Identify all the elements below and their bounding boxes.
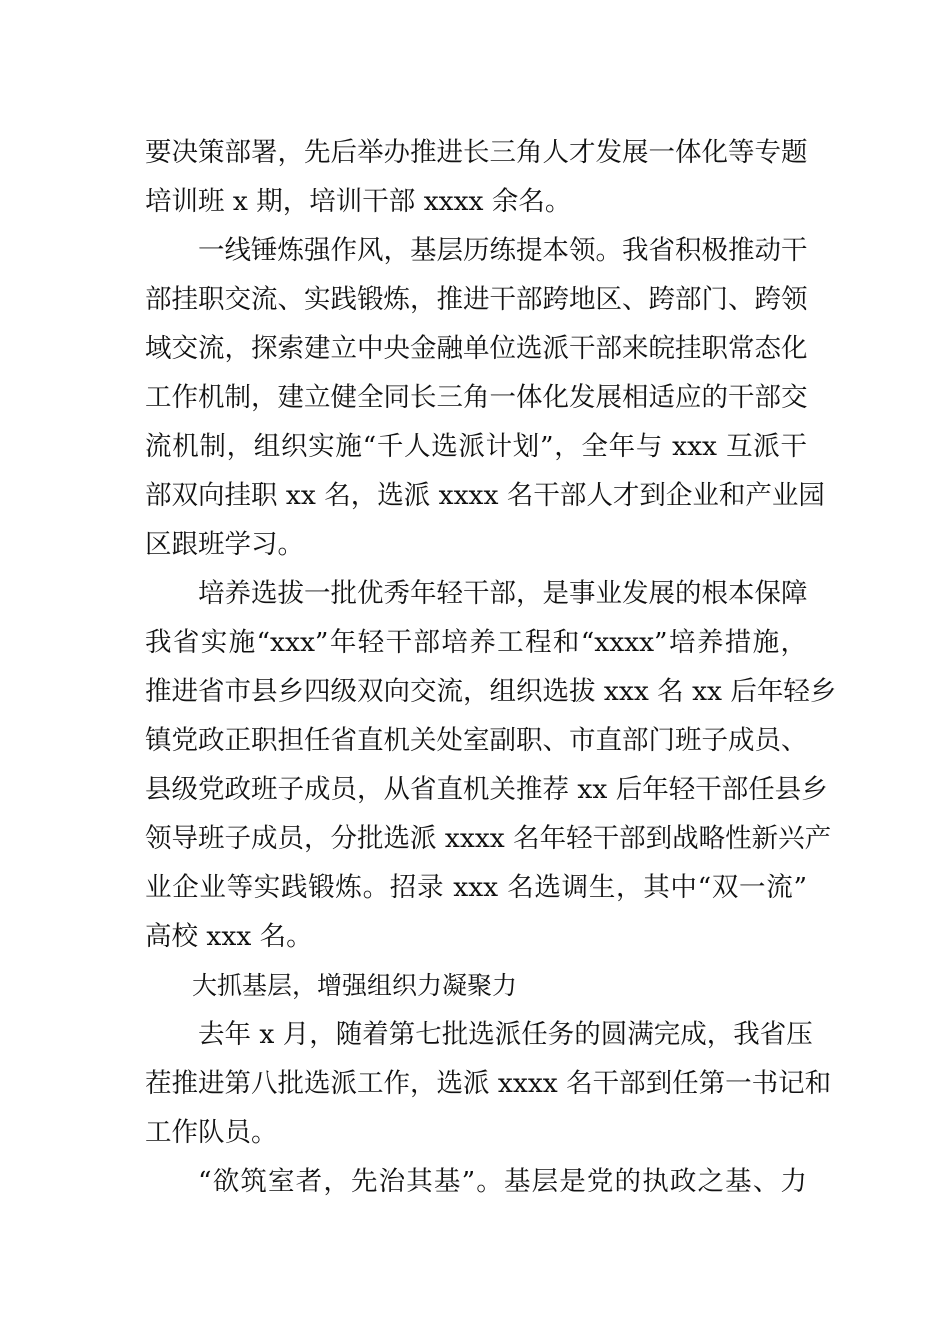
- text-line: 培训班 x 期，培训干部 xxxx 余名。: [145, 186, 572, 217]
- text-line: 部双向挂职 xx 名，选派 xxxx 名干部人才到企业和产业园: [145, 480, 825, 511]
- text-line: 镇党政正职担任省直机关处室副职、市直部门班子成员、: [145, 725, 808, 756]
- text-line: 业企业等实践锻炼。招录 xxx 名选调生，其中“双一流”: [145, 872, 807, 903]
- paragraph: [145, 1157, 807, 1206]
- paragraph: [145, 128, 807, 226]
- paragraph: [145, 1010, 832, 1157]
- heading-text: 大抓基层，增强组织力凝聚力: [192, 971, 518, 1000]
- text-line: 域交流，探索建立中央金融单位选派干部来皖挂职常态化: [145, 333, 808, 364]
- text-line: 领导班子成员，分批选派 xxxx 名年轻干部到战略性新兴产: [145, 823, 832, 854]
- text-line: 高校 xxx 名。: [145, 921, 313, 952]
- text-line: 部挂职交流、实践锻炼，推进干部跨地区、跨部门、跨领: [145, 284, 808, 315]
- text-line: 培养选拔一批优秀年轻干部，是事业发展的根本保障: [198, 578, 808, 609]
- text-line: 推进省市县乡四级双向交流，组织选拔 xxx 名 xx 后年轻乡: [145, 676, 837, 707]
- text-line: “欲筑室者，先治其基”。基层是党的执政之基、力: [198, 1166, 807, 1197]
- text-line: 工作队员。: [145, 1117, 278, 1148]
- text-line: 要决策部署，先后举办推进长三角人才发展一体化等专题: [145, 137, 808, 168]
- paragraph: [145, 226, 825, 569]
- text-line: 工作机制，建立健全同长三角一体化发展相适应的干部交: [145, 382, 808, 413]
- text-line: 茬推进第八批选派工作，选派 xxxx 名干部到任第一书记和: [145, 1068, 832, 1099]
- text-line: 一线锤炼强作风，基层历练提本领。我省积极推动干: [198, 235, 808, 266]
- paragraph: [145, 569, 837, 961]
- text-line: 区跟班学习。: [145, 529, 304, 560]
- text-line: 县级党政班子成员，从省直机关推荐 xx 后年轻干部任县乡: [145, 774, 828, 805]
- section-heading: [145, 961, 807, 1010]
- document-body: [145, 128, 837, 1206]
- text-line: 我省实施“xxx”年轻干部培养工程和“xxxx”培养措施，: [145, 627, 807, 658]
- text-line: 流机制，组织实施“千人选派计划”，全年与 xxx 互派干: [145, 431, 807, 462]
- text-line: 去年 x 月，随着第七批选派任务的圆满完成，我省压: [198, 1019, 813, 1050]
